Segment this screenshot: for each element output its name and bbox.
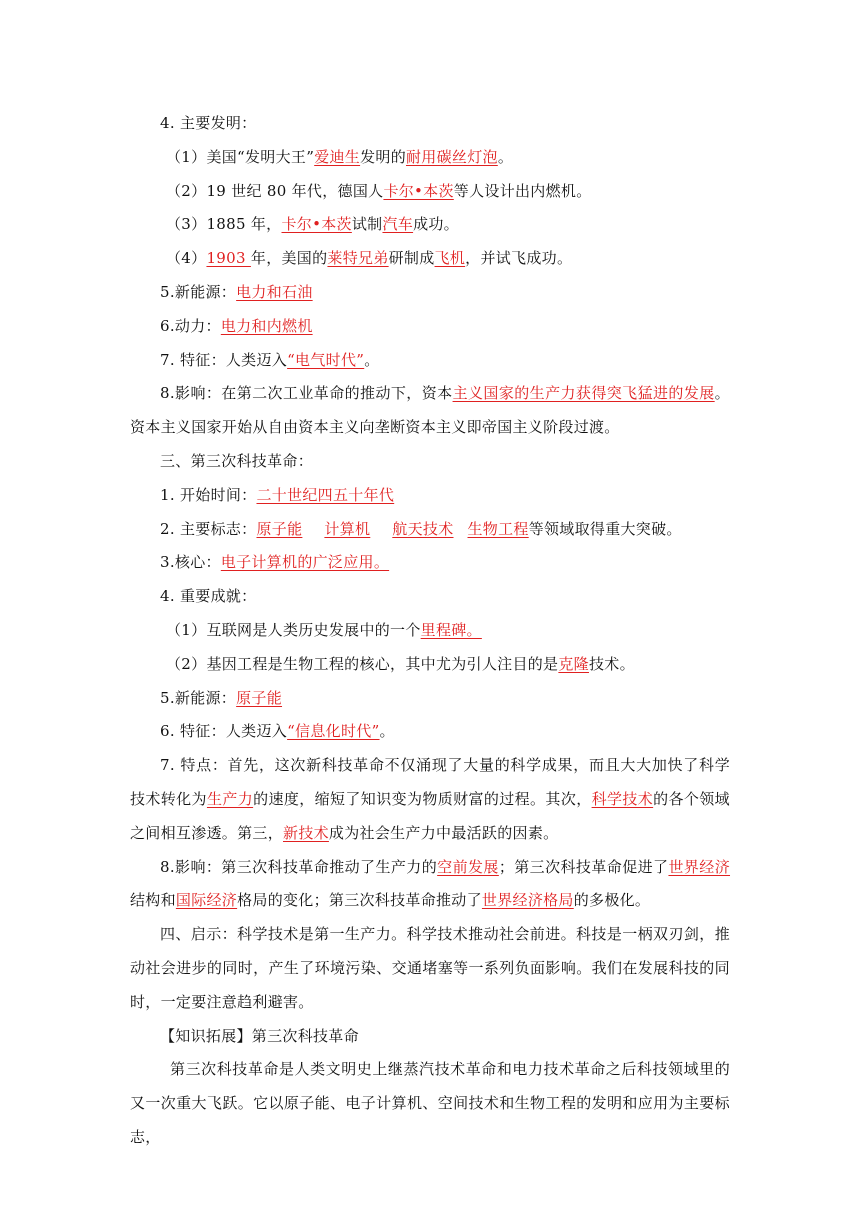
text: 结构和 xyxy=(130,891,176,910)
text: 等领域取得重大突破。 xyxy=(528,519,682,538)
text: 的多极化。 xyxy=(573,891,651,910)
answer-information-age: “信息化时代” xyxy=(287,722,380,741)
section-heading-third-revolution xyxy=(130,445,730,479)
core-line xyxy=(130,546,730,580)
text: 【知识拓展】第三次科技革命 xyxy=(160,1026,359,1045)
invention-item-3 xyxy=(130,208,730,242)
section-heading-inventions xyxy=(130,107,730,141)
feature-line-2 xyxy=(130,715,730,749)
answer-new-technology: 新技术 xyxy=(283,823,329,842)
answer-airplane: 飞机 xyxy=(434,249,466,268)
answer-science-technology: 科学技术 xyxy=(591,789,654,808)
text: 4. 主要发明： xyxy=(160,114,257,132)
new-energy-line-2 xyxy=(130,682,730,716)
achievements-heading xyxy=(130,580,730,614)
answer-benz: 卡尔•本茨 xyxy=(383,181,454,200)
document-page xyxy=(130,107,730,1155)
answer-core: 电子计算机的广泛应用。 xyxy=(220,553,390,572)
answer-benz: 卡尔•本茨 xyxy=(281,215,352,234)
invention-item-4 xyxy=(130,242,730,276)
text: （2）基因工程是生物工程的核心，其中尤为引人注目的是 xyxy=(166,654,559,673)
feature-line xyxy=(130,344,730,378)
text: 4. 重要成就： xyxy=(160,587,257,606)
text: （4） xyxy=(166,249,207,268)
start-time-line xyxy=(130,479,730,513)
answer-productivity: 主义国家的生产力获得突飞猛进的发展 xyxy=(452,384,715,403)
text: 格局的变化；第三次科技革命推动了 xyxy=(237,891,482,910)
answer-international-economy: 国际经济 xyxy=(175,891,238,910)
answer-productive-force: 生产力 xyxy=(206,789,254,808)
text: 三、第三次科技革命： xyxy=(160,451,314,470)
text: 四、启示：科学技术是第一生产力。科学技术推动社会前进。科技是一柄双刃剑，推动社会进步的同时，产生了环境污染、交通堵塞等一系列负面影响。我们在发展科技的同时，一定要注意趋利避害。 xyxy=(130,925,730,1011)
text: 。 xyxy=(497,147,514,166)
inspiration-paragraph xyxy=(130,918,730,1019)
answer-bioengineering: 生物工程 xyxy=(467,519,529,538)
text: 5.新能源： xyxy=(160,688,237,707)
achievement-item-1 xyxy=(130,614,730,648)
text: 年，美国的 xyxy=(250,249,328,268)
answer-cloning: 克隆 xyxy=(558,654,589,673)
text: ；第三次科技革命促进了 xyxy=(498,857,669,876)
main-markers-line xyxy=(130,513,730,547)
text: （1）互联网是人类历史发展中的一个 xyxy=(166,620,421,639)
text: 的各个领域之间相互渗透。第三， xyxy=(130,789,730,842)
text: 成为社会生产力中最活跃的因素。 xyxy=(328,823,559,842)
text: （3）1885 年， xyxy=(166,215,282,234)
text: （2）19 世纪 80 年代，德国人 xyxy=(166,181,384,200)
text: （1）美国“发明大王” xyxy=(166,147,315,166)
invention-item-2 xyxy=(130,175,730,209)
answer-start-time: 二十世纪四五十年代 xyxy=(256,485,395,504)
text: 7. 特征：人类迈入 xyxy=(160,350,288,369)
answer-milestone: 里程碑。 xyxy=(420,620,482,639)
text: 。资本主义国家开始从自由资本主义向垄断资本主义即帝国主义阶段过渡。 xyxy=(130,384,730,437)
new-energy-line xyxy=(130,276,730,310)
knowledge-extension-paragraph xyxy=(130,1053,730,1154)
text: 。 xyxy=(379,722,395,741)
impact-paragraph xyxy=(130,377,730,445)
answer-wright-brothers: 莱特兄弟 xyxy=(327,249,389,268)
answer-edison: 爱迪生 xyxy=(314,147,361,166)
knowledge-extension-heading xyxy=(130,1020,730,1054)
text: 6. 特征：人类迈入 xyxy=(160,722,288,741)
answer-energy: 电力和石油 xyxy=(236,282,313,301)
answer-year: 1903 xyxy=(206,249,251,268)
text: 3.核心： xyxy=(160,553,221,572)
answer-unprecedented-development: 空前发展 xyxy=(437,857,499,876)
characteristics-paragraph xyxy=(130,749,730,850)
text: 6.动力： xyxy=(160,316,221,335)
text: ，并试飞成功。 xyxy=(465,249,573,268)
answer-world-economy: 世界经济 xyxy=(668,857,731,876)
answer-aerospace: 航天技术 xyxy=(392,519,454,538)
text: 发明的 xyxy=(360,147,406,166)
text: 的速度，缩短了知识变为物质财富的过程。其次， xyxy=(253,789,592,808)
text: 研制成 xyxy=(388,249,435,268)
answer-car: 汽车 xyxy=(382,215,414,234)
text: 8.影响：第三次科技革命推动了生产力的 xyxy=(160,857,438,876)
text: 5.新能源： xyxy=(160,282,237,301)
text: 8.影响：在第二次工业革命的推动下，资本 xyxy=(160,384,453,403)
answer-atomic: 原子能 xyxy=(256,519,303,538)
text: 试制 xyxy=(351,215,383,234)
answer-electric-age: “电气时代” xyxy=(287,350,365,369)
answer-computer: 计算机 xyxy=(324,519,371,538)
text: 第三次科技革命是人类文明史上继蒸汽技术革命和电力技术革命之后科技领域里的又一次重大飞跃。它以原子能、电子计算机、空间技术和生物工程的发明和应用为主要标志， xyxy=(130,1060,730,1146)
text: 1. 开始时间： xyxy=(160,485,257,504)
text: 。 xyxy=(364,350,380,369)
answer-markers xyxy=(256,520,528,538)
answer-power: 电力和内燃机 xyxy=(220,316,313,335)
text: 2. 主要标志： xyxy=(160,519,257,538)
text: 等人设计出内燃机。 xyxy=(453,181,592,200)
invention-item-1 xyxy=(130,141,730,175)
answer-world-economic-pattern: 世界经济格局 xyxy=(481,891,574,910)
answer-atomic-energy: 原子能 xyxy=(236,688,283,707)
answer-light-bulb: 耐用碳丝灯泡 xyxy=(406,147,498,166)
achievement-item-2 xyxy=(130,648,730,682)
text: 技术。 xyxy=(588,654,635,673)
impact-paragraph-2 xyxy=(130,851,730,919)
text: 7. 特点：首先，这次新科技革命不仅涌现了大量的科学成果，而且大大加快了科学技术转化为 xyxy=(130,756,730,808)
power-line xyxy=(130,310,730,344)
text: 成功。 xyxy=(413,215,459,234)
